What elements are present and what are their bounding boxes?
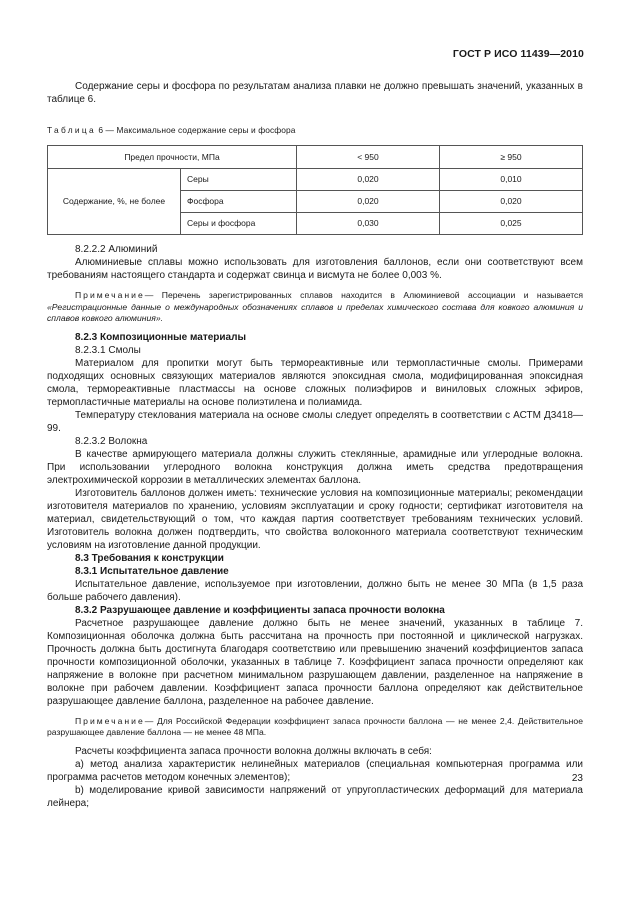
table6-caption-label: Таблица [47, 125, 96, 135]
table6-col-ge: ≥ 950 [440, 146, 583, 169]
table6-cell-ge: 0,025 [440, 213, 583, 235]
section-831-text: Испытательное давление, используемое при изготовлении, должно быть не менее 30 МПа (в 1,5 раза больше рабочего давления). [47, 578, 583, 603]
table6-cell-lt: 0,020 [297, 191, 440, 213]
note-2 [47, 716, 583, 739]
section-8231-p1: Материалом для пропитки могут быть термореактивные или термопластичные смолы. Примерами подходящих основных связующих материалов являются эпоксидная смола, модифицированная эпоксидная смола, термореактивные пластмассы на основе сложных полиэфиров и виниловых сложных эфиров, термопластичные материалы на основе полиэтилена и полиамида. [47, 357, 583, 408]
intro-paragraph: Содержание серы и фосфора по результатам анализа плавки не должно превышать значений, указанных в таблице 6. [47, 81, 583, 105]
table6-cell-ge: 0,020 [440, 191, 583, 213]
table6-caption [47, 124, 583, 137]
page-body [47, 80, 583, 810]
note-2-text: — Для Российской Федерации коэффициент запаса прочности баллона — не менее 2,4. Действительное разрушающее давление баллона — не менее 48 МПа. [47, 715, 583, 737]
calc-item-b: b) моделирование кривой зависимости напряжений от упругопластических деформаций для материала лейнера; [47, 784, 583, 809]
section-8232-p1: В качестве армирующего материала должны служить стеклянные, арамидные или углеродные волокна. При использовании углеродного волокна конструкция должна иметь средства предотвращения электрохимической коррозии в металлических элементах баллона. [47, 448, 583, 486]
table6-header-row [48, 146, 583, 169]
section-832-text: Расчетное разрушающее давление должно быть не менее значений, указанных в таблице 7. Композиционная оболочка должна быть рассчитана на прочность при постоянной и циклической нагрузках. Прочность должна быть достигнута благодаря соответствию или превышению значений коэффициентов запаса прочности композиционной оболочки, указанных в таблице 7. Коэффициент запаса прочности определяют как напряжение в волокне при расчетном минимальном разрушающем давлении, разделенное на напряжение в волокне при рабочем давлении. Коэффициент запаса прочности баллона определяют как действительное разрушающее давление баллона, разделенное на рабочее давление. [47, 617, 583, 707]
section-8231-heading: 8.2.3.1 Смолы [75, 344, 141, 356]
table6-cell-name: Фосфора [181, 191, 297, 213]
section-8222-heading: 8.2.2.2 Алюминий [75, 244, 158, 255]
section-8222-text: Алюминиевые сплавы можно использовать для изготовления баллонов, если они соответствуют всем требованиям настоящего стандарта и содержат свинца и висмута не более 0,003 %. [47, 257, 583, 281]
table6 [47, 145, 583, 235]
table6-caption-text: 6 — Максимальное содержание серы и фосфора [98, 125, 296, 135]
section-8232-p2: Изготовитель баллонов должен иметь: технические условия на композиционные материалы; рекомендации изготовителя материалов по хранению, условиям эксплуатации и сроку годности; сертификат изготовителя на материал, свидетельствующий о том, что каждая партия соответствует требованиям технических условий. Изготовитель волокна должен подтвердить, что свойства волоконного материала соответствуют техническим условиям на изготовление данной продукции. [47, 487, 583, 551]
note-2-label: Примечание [75, 715, 145, 726]
note-1 [47, 290, 583, 325]
table6-col-strength: Предел прочности, МПа [48, 146, 297, 169]
table-row [48, 169, 583, 191]
table6-cell-name: Серы [181, 169, 297, 191]
table6-col-lt: < 950 [297, 146, 440, 169]
page-number: 23 [571, 773, 583, 784]
calc-intro: Расчеты коэффициента запаса прочности волокна должны включать в себя: [75, 745, 432, 757]
note-1-label: Примечание [75, 290, 145, 300]
table6-cell-ge: 0,010 [440, 169, 583, 191]
section-8231-p2: Температуру стеклования материала на основе смолы следует определять в соответствии с АСТМ Д3418—99. [47, 409, 583, 434]
calc-item-a: a) метод анализа характеристик нелинейных материалов (специальная компьютерная программа или программа расчетов методом конечных элементов); [47, 758, 583, 783]
section-832-heading: 8.3.2 Разрушающее давление и коэффициенты запаса прочности волокна [75, 604, 445, 616]
table6-row-head: Содержание, %, не более [48, 169, 181, 235]
note-1-text: — Перечень зарегистрированных сплавов находится в Алюминиевой ассоциации и называется [144, 290, 583, 300]
section-83-heading: 8.3 Требования к конструкции [75, 552, 224, 564]
section-823-heading: 8.2.3 Композиционные материалы [75, 331, 246, 343]
standard-code: ГОСТ Р ИСО 11439—2010 [452, 48, 584, 60]
section-8232-heading: 8.2.3.2 Волокна [75, 435, 148, 447]
note-1-italic-text: «Регистрационные данные о международных обозначениях сплавов и пределах химического состава для ковкого алюминия и сплавов ковкого алюминия». [47, 301, 583, 323]
table6-cell-lt: 0,020 [297, 169, 440, 191]
table6-cell-lt: 0,030 [297, 213, 440, 235]
table6-cell-name: Серы и фосфора [181, 213, 297, 235]
section-831-heading: 8.3.1 Испытательное давление [75, 565, 229, 577]
